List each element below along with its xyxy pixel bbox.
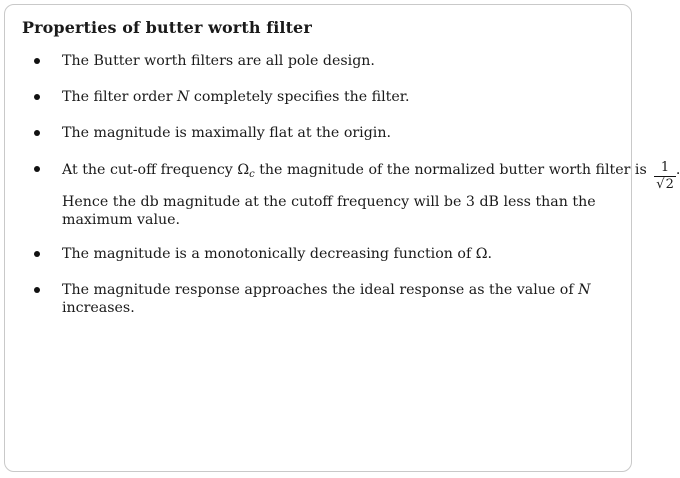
- bullet-item-5: [32, 245, 622, 263]
- bullet-text-post: completely specifies the filter.: [189, 89, 410, 105]
- math-var-n: N: [578, 282, 591, 298]
- bullet-text: The Butter worth filters are all pole design.: [62, 53, 375, 69]
- fraction-numerator: 1: [654, 160, 676, 177]
- bullet-text-pre: At the cut-off frequency: [62, 162, 238, 178]
- bullet-dot: [34, 251, 40, 257]
- bullet-text-post: .: [487, 246, 492, 262]
- math-omega: Ω: [475, 246, 488, 262]
- bullet-dot: [34, 287, 40, 293]
- bullet-text-mid: the magnitude of the normalized butter worth filter is: [254, 162, 652, 178]
- bullet-item-6: [32, 281, 622, 317]
- fraction-period: .: [675, 162, 680, 178]
- slide-title: Properties of butter worth filter: [22, 18, 312, 37]
- bullet-item-3: [32, 124, 622, 142]
- bullet-dot: [34, 166, 40, 172]
- bullet-list: [32, 52, 680, 335]
- bullet-item-1: [32, 52, 622, 70]
- bullet-item-4: [32, 160, 680, 229]
- sqrt-argument: 2: [665, 177, 674, 192]
- bullet-text: The magnitude is maximally flat at the origin.: [62, 125, 391, 141]
- bullet-item-2: [32, 88, 622, 106]
- sqrt-symbol: √: [656, 177, 665, 192]
- bullet-continuation: Hence the db magnitude at the cutoff frequency will be 3 dB less than the maximum value.: [62, 194, 596, 228]
- math-omega: Ω: [237, 162, 250, 178]
- bullet-text-pre: The magnitude response approaches the ideal response as the value of: [62, 282, 579, 298]
- math-omega-subscript: c: [249, 169, 255, 180]
- bullet-dot: [34, 130, 40, 136]
- bullet-text-pre: The magnitude is a monotonically decreasing function of: [62, 246, 476, 262]
- math-fraction: [654, 160, 676, 193]
- bullet-text-pre: The filter order: [62, 89, 177, 105]
- bullet-dot: [34, 58, 40, 64]
- bullet-dot: [34, 94, 40, 100]
- bullet-text-post: increases.: [62, 300, 135, 316]
- fraction-denominator: [654, 177, 676, 193]
- math-var-n: N: [177, 89, 190, 105]
